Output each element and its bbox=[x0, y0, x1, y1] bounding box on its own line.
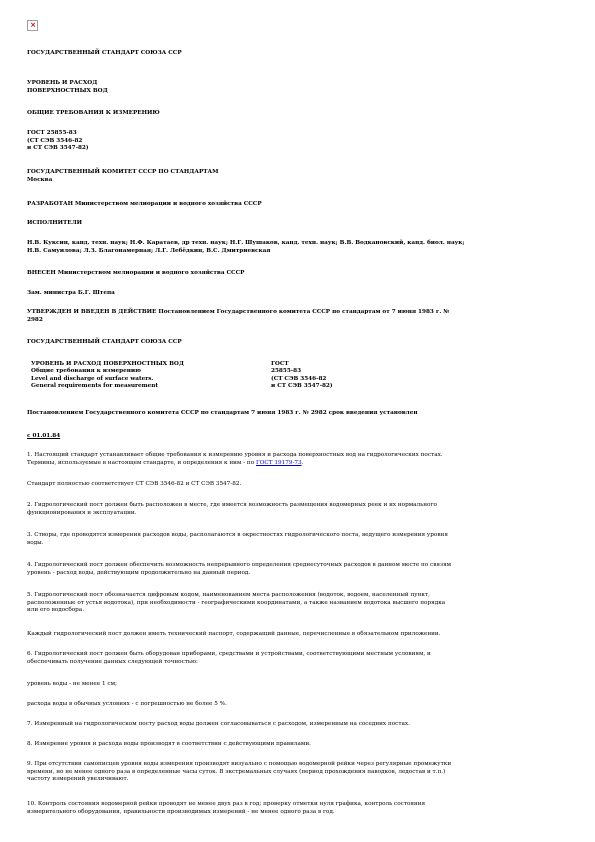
paragraph-6: 6. Гидрологический пост должен быть оборудован приборами, средствами и устройствами, соответствующими местным условиям, и обеспечивать получение данных следующей точностью: bbox=[27, 651, 431, 665]
title-table-left: Level and discharge of surface waters. bbox=[31, 375, 154, 382]
paragraph-9: 9. При отсутствии самописцев уровня воды измерения производят визуально с помощью водомерной рейки через регулярные промежутки времени, но не менее одного раза в определенные часы суток. В экстремальных случаях (период прохождения паводков, ледостав и т.п.) частоту измерений увеличивают. bbox=[27, 761, 452, 783]
broken-image-icon bbox=[27, 20, 38, 31]
paragraph-5: 5. Гидрологический пост обозначается цифровым кодом, наименованием места расположения (водоток, водоем, населенный пункт, расположенные от устья водотока), при необходимости - географическими координатами, а также названием водотока высшего порядка или его водосбора. bbox=[27, 592, 446, 614]
approval-line-1: УТВЕРЖДЕН И ВВЕДЕН В ДЕЙСТВИЕ Постановлением Государственного комитета СССР по стандартам от 7 июня 1983 г. № bbox=[27, 309, 450, 315]
executors-list bbox=[27, 240, 568, 255]
committee-name: ГОСУДАРСТВЕННЫЙ КОМИТЕТ СССР ПО СТАНДАРТАМ bbox=[27, 169, 219, 175]
image-x-glyph: × bbox=[30, 21, 36, 29]
standard-org-heading: ГОСУДАРСТВЕННЫЙ СТАНДАРТ СОЮЗА ССР bbox=[27, 50, 182, 56]
paragraph-1: 1. Настоящий стандарт устанавливает общие требования к измерению уровня и расхода поверхностных вод на гидрологических постах. Термины, используемые в настоящем стандарте, и определения к ним - по ГОСТ 19179-73. bbox=[27, 452, 568, 467]
accuracy-level: уровень воды - не менее 1 см; bbox=[27, 681, 117, 687]
gost-designation bbox=[27, 130, 568, 153]
developed-by: РАЗРАБОТАН Министерством мелиорации и водного хозяйства СССР bbox=[27, 201, 262, 207]
cmea-ref-1: (СТ СЭВ 3546-82 bbox=[27, 137, 83, 144]
title-table-right: 25855-83 bbox=[271, 368, 302, 375]
cmea-ref-2: и СТ СЭВ 3547-82) bbox=[27, 145, 89, 152]
title-table-right: ГОСТ bbox=[271, 361, 289, 367]
document-subtitle: ОБЩИЕ ТРЕБОВАНИЯ К ИЗМЕРЕНИЮ bbox=[27, 110, 160, 116]
paragraph-2: 2. Гидрологический пост должен быть расположен в месте, где имеется возможность размещения водомерных реек и их нормального функционирования и эксплуатации. bbox=[27, 502, 437, 516]
title-line-1: УРОВЕНЬ И РАСХОД bbox=[27, 80, 98, 86]
gost-19179-link[interactable]: ГОСТ 19179-73 bbox=[255, 459, 302, 466]
passport-paragraph: Каждый гидрологический пост должен иметь технический паспорт, содержащий данные, перечисленные в обязательном приложении. bbox=[27, 631, 441, 637]
title-table-row bbox=[31, 368, 361, 375]
executors-line-1: Н.В. Куксин, канд. техн. наук; Н.Ф. Каратаев, др техн. наук; Н.Г. Шушаков, канд. техн. наук; В.В. Водкановский, канд. биол. наук; bbox=[27, 240, 465, 246]
title-table-left: General requirements for measurement bbox=[31, 383, 159, 390]
paragraph-3: 3. Створы, где проводятся измерения расходов воды, располагаются в окрестностях гидрологического поста, ведущего измерения уровня воды. bbox=[27, 532, 448, 546]
title-table bbox=[31, 361, 361, 391]
approval-line-2: 2982 bbox=[27, 316, 43, 323]
executors-label: ИСПОЛНИТЕЛИ bbox=[27, 220, 82, 226]
effective-date: с 01.01.84 bbox=[27, 433, 61, 439]
title-table-left: УРОВЕНЬ И РАСХОД ПОВЕРХНОСТНЫХ ВОД bbox=[31, 361, 184, 367]
committee-block bbox=[27, 169, 568, 184]
gost-number: ГОСТ 25855-83 bbox=[27, 130, 77, 136]
title-table-right: и СТ СЭВ 3547-82) bbox=[271, 383, 333, 390]
accuracy-discharge: расхода воды в обычных условиях - с погрешностью не более 5 %. bbox=[27, 701, 227, 707]
cmea-compliance: Стандарт полностью соответствует СТ СЭВ 3546-82 и СТ СЭВ 3547-82. bbox=[27, 481, 242, 487]
paragraph-10: 10. Контроль состояния водомерной рейки проводят не менее двух раз в год; проверку отметки нуля графика, контроль состояния измерительного оборудования, правильности производимых измерений - не менее одного раза в год. bbox=[27, 801, 426, 815]
title-table-left: Общие требования к измерению bbox=[31, 368, 141, 375]
paragraph-7: 7. Измеренный на гидрологическом посту расход воды должен согласовываться с расходом, измеренным на соседних постах. bbox=[27, 721, 410, 727]
decree-paragraph: Постановлением Государственного комитета СССР по стандартам 7 июня 1983 г. № 2982 срок введения установлен bbox=[27, 410, 418, 416]
executors-line-2: Н.В. Самуилова; Л.З. Благонамерная; Л.Г. Лебёдкин, В.С. Дмитриевская bbox=[27, 247, 271, 254]
title-line-2: ПОВЕРХНОСТНЫХ ВОД bbox=[27, 87, 108, 94]
approval-statement bbox=[27, 309, 568, 324]
title-table-row bbox=[31, 383, 361, 390]
title-table-right: (СТ СЭВ 3546-82 bbox=[271, 375, 327, 382]
publication-city: Москва bbox=[27, 176, 53, 183]
paragraph-1-line-2: Термины, используемые в настоящем стандарте, и определения к ним - по ГОСТ 19179-73. bbox=[27, 459, 304, 466]
paragraph-4: 4. Гидрологический пост должен обеспечить возможность непрерывного определения среднесуточных расходов в данном месте по связям уровень - расход воды, действующим продолжительно на данный период. bbox=[27, 562, 452, 576]
introduced-by: ВНЕСЕН Министерством мелиорации и водного хозяйства СССР bbox=[27, 270, 245, 276]
document-title bbox=[27, 80, 568, 95]
deputy-minister: Зам. министра Б.Г. Штепа bbox=[27, 290, 115, 296]
standard-org-heading-2: ГОСУДАРСТВЕННЫЙ СТАНДАРТ СОЮЗА ССР bbox=[27, 339, 182, 345]
paragraph-8: 8. Измерение уровня и расхода воды производят в соответствии с действующими правилами. bbox=[27, 741, 311, 747]
